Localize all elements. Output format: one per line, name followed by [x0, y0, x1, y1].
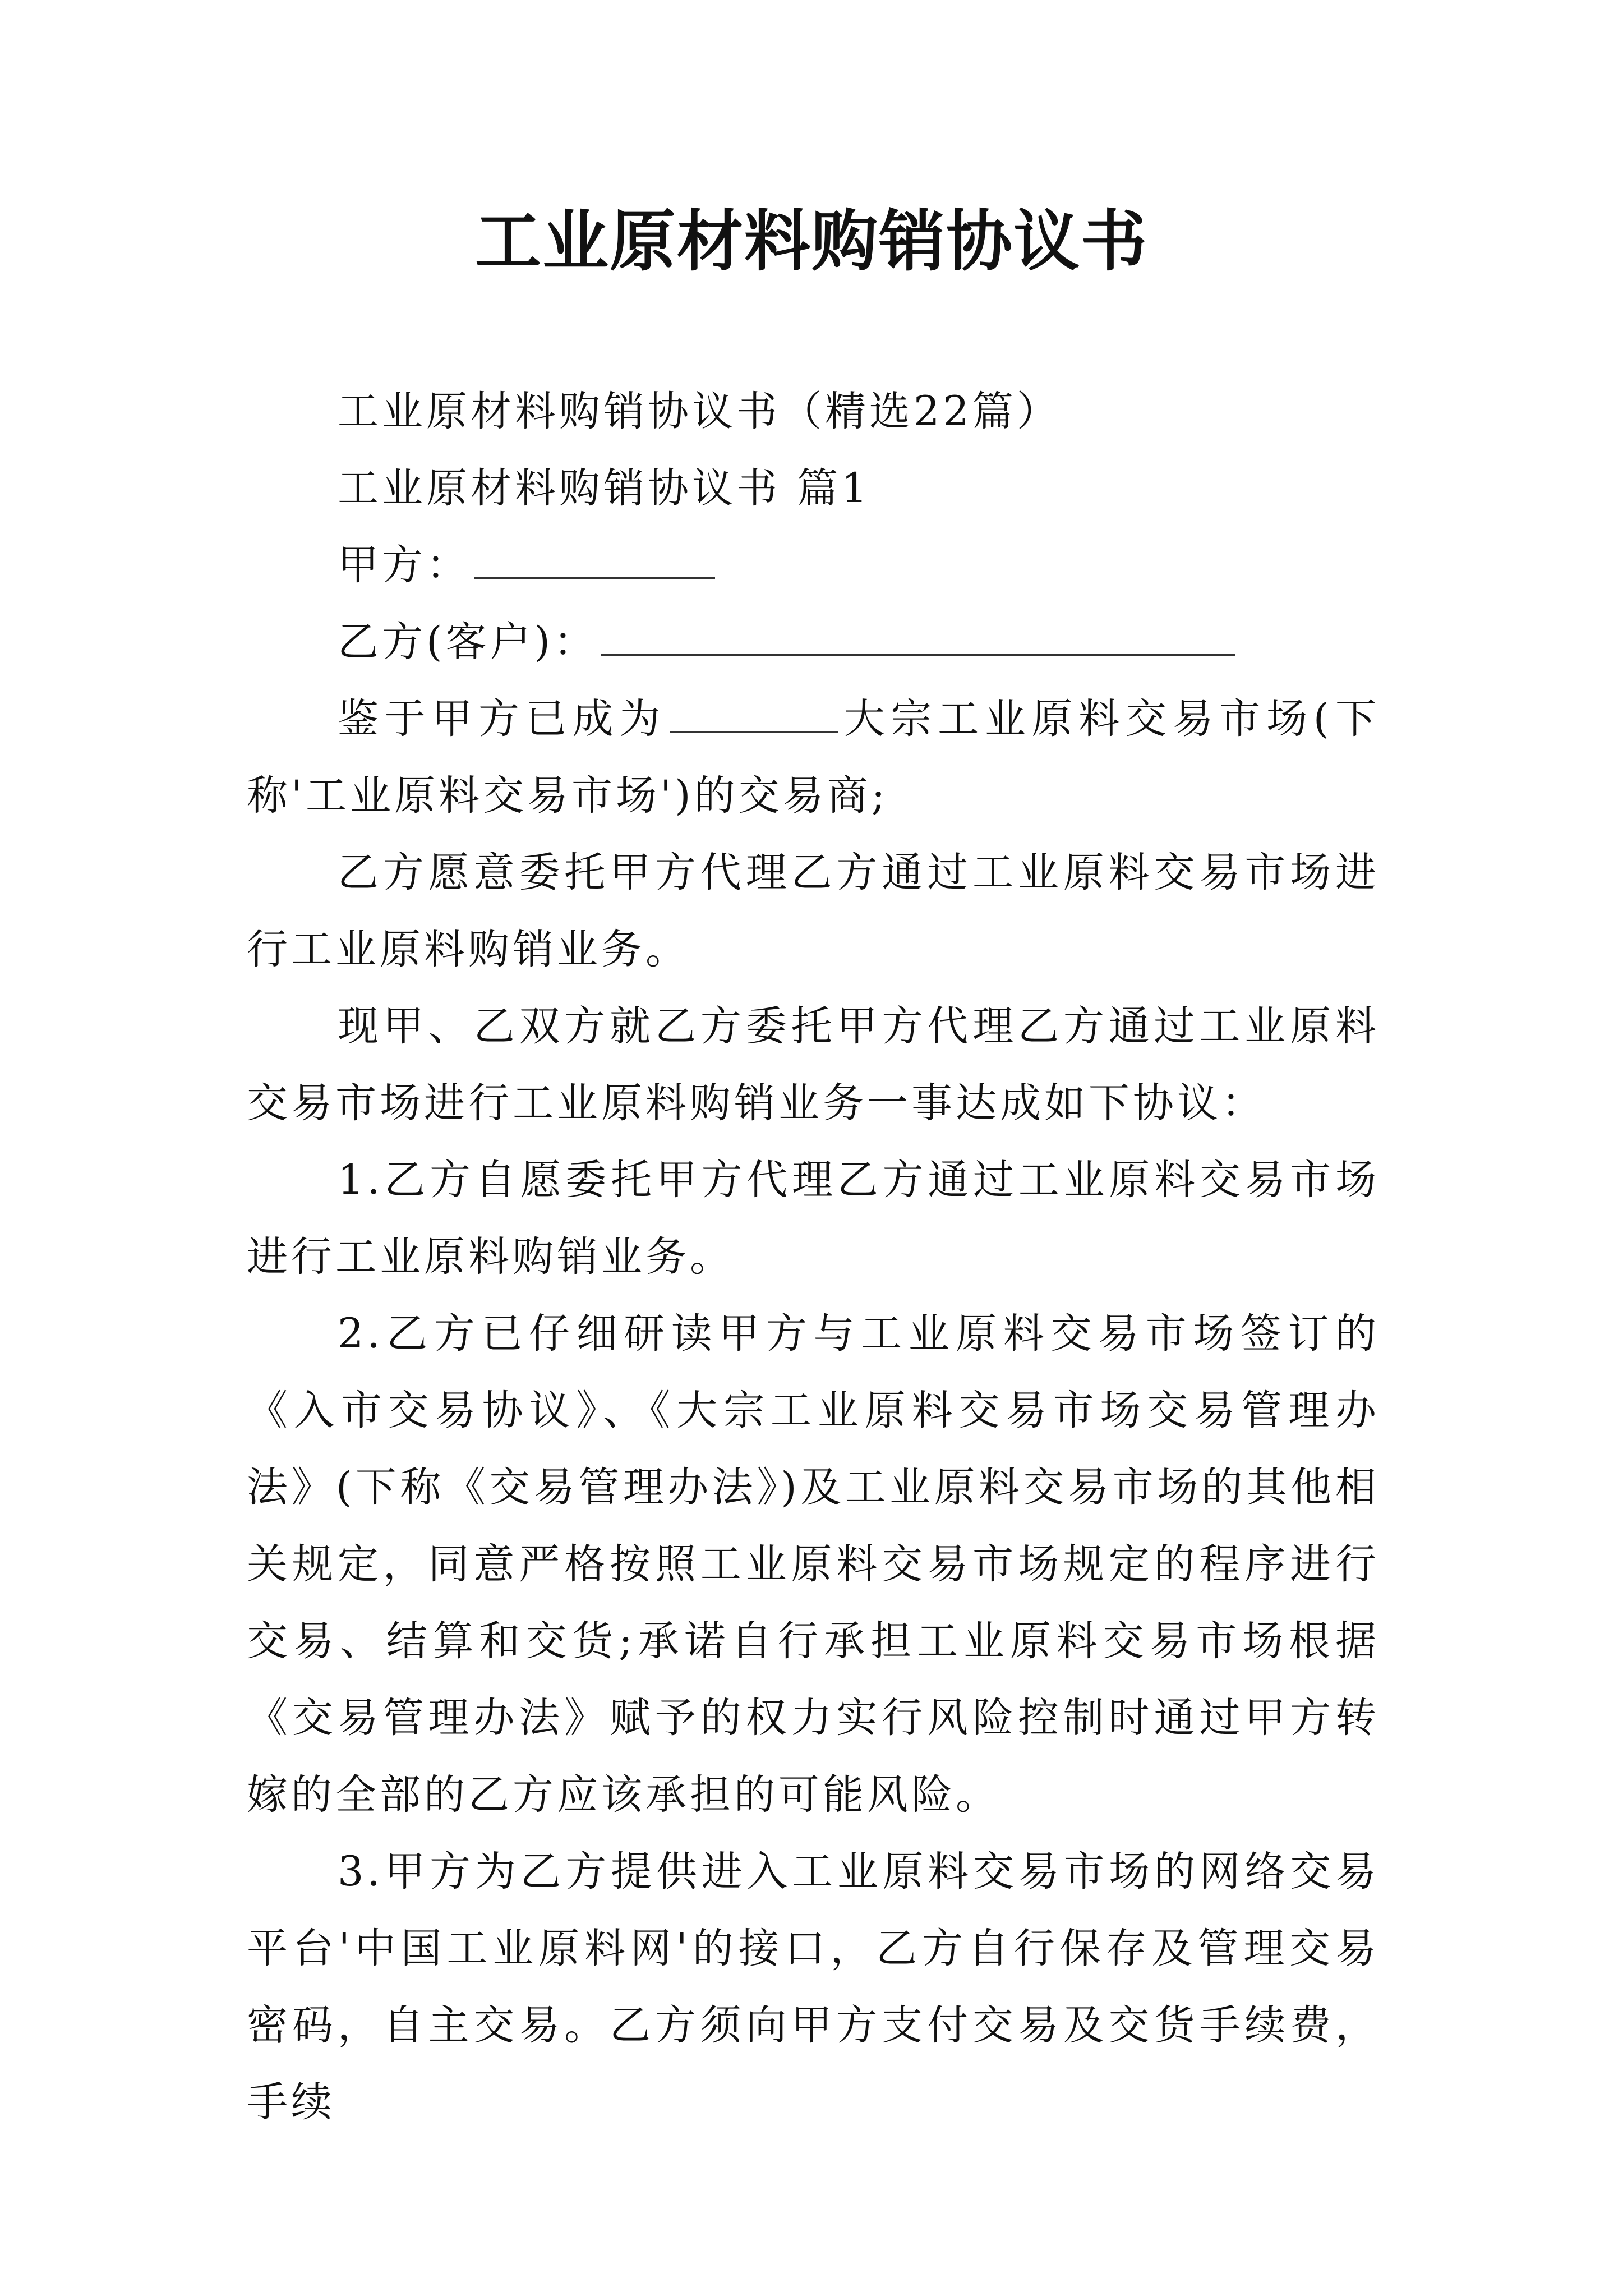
- section-heading: 工业原材料购销协议书 篇1: [338, 464, 871, 512]
- party-b-blank: [601, 609, 1235, 656]
- whereas-text-start: 鉴于甲方已成为: [338, 695, 666, 743]
- whereas-paragraph: [247, 680, 1380, 834]
- party-a-line: [247, 527, 1380, 604]
- document-body: [247, 373, 1380, 2141]
- party-a-blank: [474, 532, 715, 579]
- clause-2: 2.乙方已仔细研读甲方与工业原料交易市场签订的《入市交易协议》、《大宗工业原料交易市场交易管理办法》(下称《交易管理办法》)及工业原料交易市场的其他相关规定，同意严格按照工业原料交易市场规定的程序进行交易、结算和交货;承诺自行承担工业原料交易市场根据《交易管理办法》赋予的权力实行风险控制时通过甲方转嫁的全部的乙方应该承担的可能风险。: [247, 1310, 1380, 1819]
- party-a-label: 甲方：: [338, 541, 471, 589]
- party-b-label: 乙方(客户)：: [338, 618, 598, 666]
- document-title: 工业原材料购销协议书: [474, 202, 1148, 280]
- clause-1: 1.乙方自愿委托甲方代理乙方通过工业原料交易市场进行工业原料购销业务。: [247, 1156, 1380, 1281]
- clause-3: 3.甲方为乙方提供进入工业原料交易市场的网络交易平台'中国工业原料网'的接口，乙方自行保存及管理交易密码，自主交易。乙方须向甲方支付交易及交货手续费，手续: [247, 1848, 1380, 2126]
- market-name-blank: [670, 686, 838, 733]
- subtitle-line: 工业原材料购销协议书（精选22篇）: [338, 388, 1061, 435]
- agreement-paragraph: 现甲、乙双方就乙方委托甲方代理乙方通过工业原料交易市场进行工业原料购销业务一事达成如下协议：: [247, 1002, 1380, 1127]
- whereas-text-end: 大宗工业原料交易市场(下称'工业原料交易市场')的交易商;: [247, 695, 1380, 820]
- entrust-paragraph: 乙方愿意委托甲方代理乙方通过工业原料交易市场进行工业原料购销业务。: [247, 849, 1380, 973]
- party-b-line: [247, 604, 1380, 680]
